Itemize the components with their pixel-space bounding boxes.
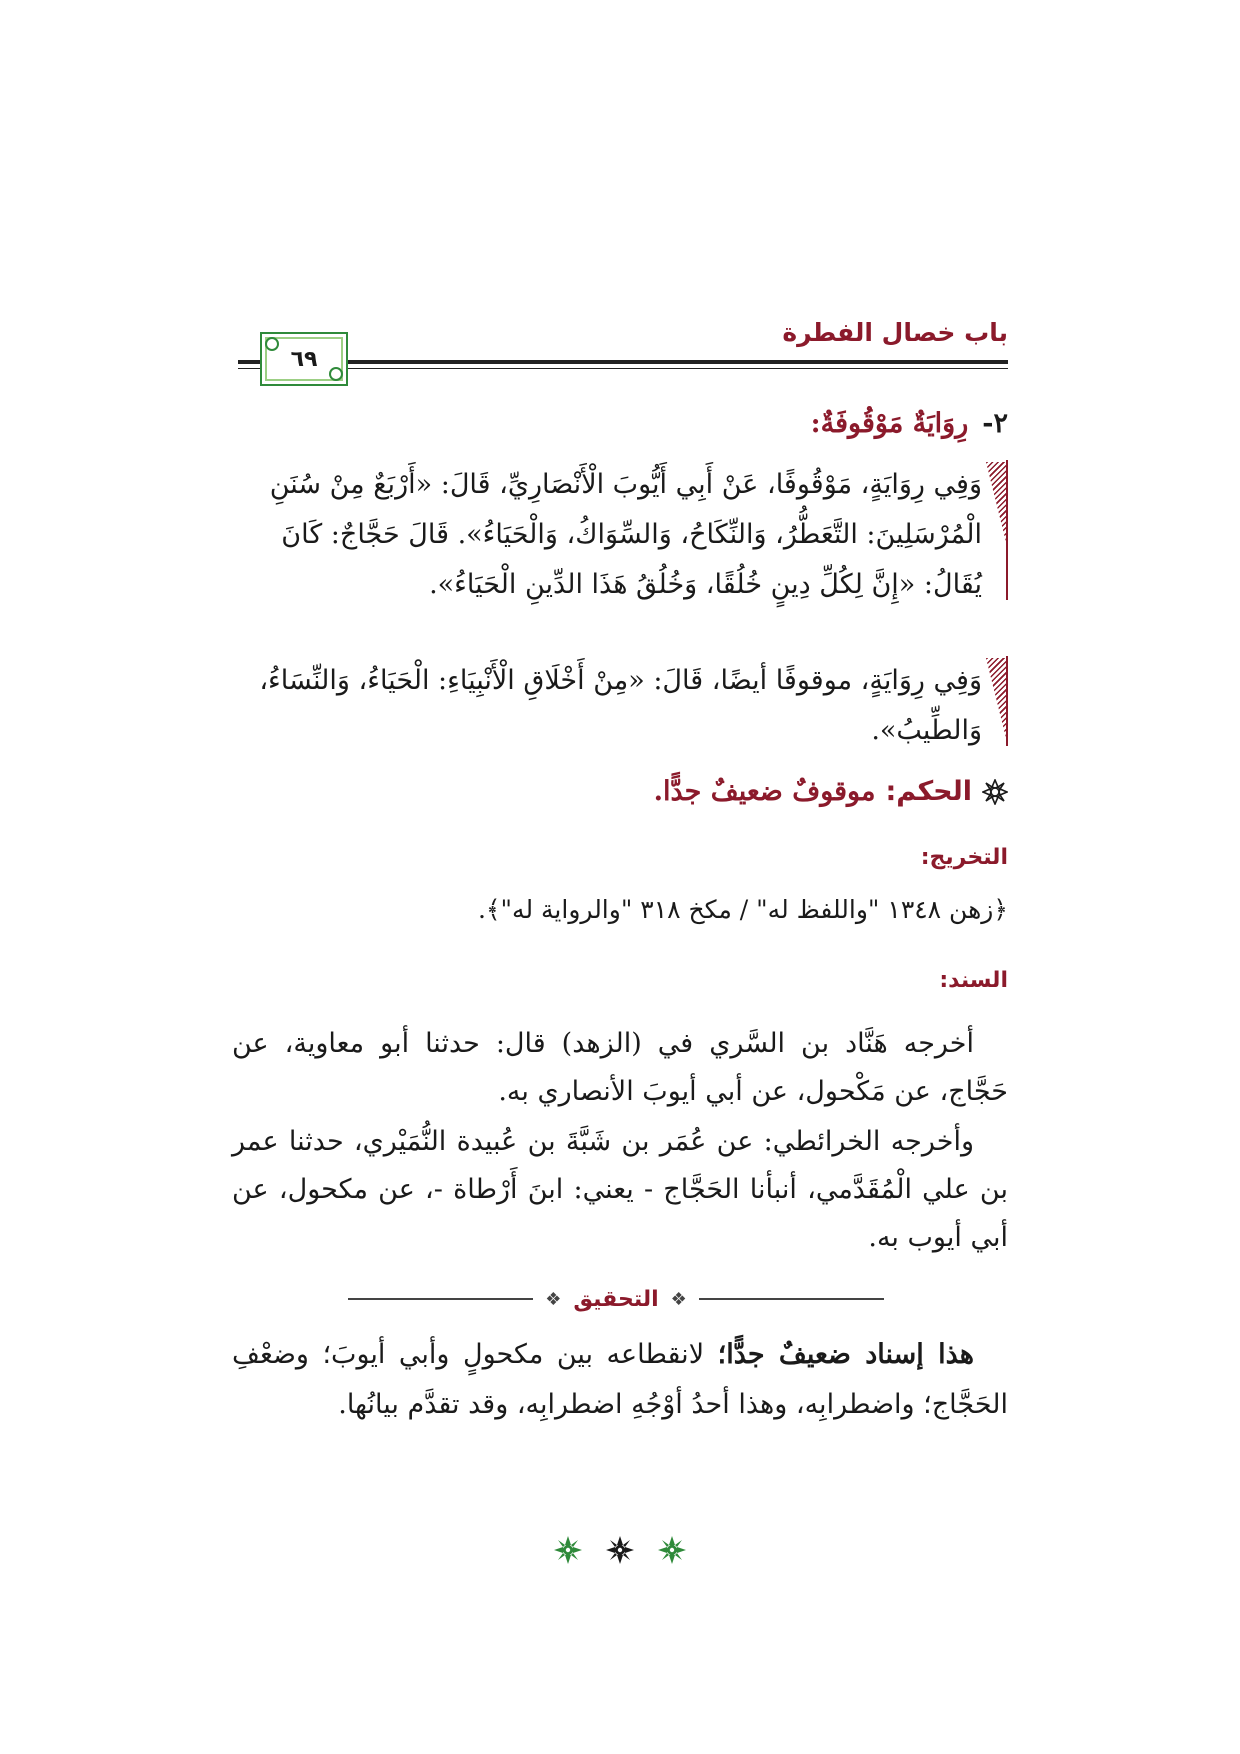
page-number: ٦٩	[290, 346, 318, 372]
narration-corner-ornament	[986, 462, 1008, 550]
tahqiq-bold-lead: هذا إسناد ضعيفٌ جدًّا؛	[717, 1339, 974, 1370]
tahqiq-heading: التحقيق	[573, 1286, 659, 1312]
divider-line	[699, 1298, 884, 1300]
sanad-heading: السند:	[939, 968, 1008, 993]
divider-line	[348, 1298, 533, 1300]
page-header	[238, 318, 1008, 388]
sanad-paragraph-1: أخرجه هَنَّاد بن السَّري في (الزهد) قال: حدثنا أبو معاوية، عن حَجَّاج، عن مَكْحول، عن أبي أيوبَ الأنصاري به.	[232, 1028, 1008, 1107]
ruling-label: الحكم:	[885, 776, 972, 807]
end-ornament-icon	[605, 1535, 635, 1565]
tahqiq-paragraph	[232, 1330, 1008, 1430]
ruling-text: موقوفٌ ضعيفٌ جدًّا.	[653, 776, 876, 807]
chapter-title: باب خصال الفطرة	[782, 318, 1008, 347]
divider-ornament-icon: ❖	[670, 1288, 687, 1310]
flower-icon	[982, 779, 1008, 805]
narration-block-2	[232, 656, 1008, 756]
ruling-line	[654, 776, 1008, 807]
sanad-paragraph-2: وأخرجه الخرائطي: عن عُمَر بن شَبَّةَ بن عُبيدة النُّمَيْري، حدثنا عمر بن علي الْمُقَدَّمي، أنبأنا الحَجَّاج - يعني: ابنَ أَرْطاة -، عن مكحول، عن أبي أيوب به.	[232, 1126, 1008, 1253]
header-rule-thick	[238, 360, 1008, 364]
tahqiq-divider	[348, 1283, 884, 1315]
takhrij-heading: التخريج:	[920, 845, 1008, 870]
end-ornaments	[0, 1535, 1240, 1565]
header-rule-thin	[238, 368, 1008, 369]
end-ornament-icon	[657, 1535, 687, 1565]
narration-text-1: وَفِي رِوَايَةٍ، مَوْقُوفًا، عَنْ أَبِي أَيُّوبَ الْأَنْصَارِيِّ، قَالَ: «أَرْبَعٌ مِنْ سُنَنِ الْمُرْسَلِينَ: التَّعَطُّرُ، وَالنِّكَاحُ، وَالسِّوَاكُ، وَالْحَيَاءُ». قَالَ حَجَّاجٌ: كَانَ يُقَالُ: «إِنَّ لِكُلِّ دِينٍ خُلُقًا، وَخُلُقُ هَذَا الدِّينِ الْحَيَاءُ».	[269, 469, 982, 600]
section-number: ٢-	[982, 408, 1008, 439]
tahqiq-text: لانقطاعه بين مكحولٍ وأبي أيوبَ؛ وضعْفِ الحَجَّاج؛ واضطرابِه، وهذا أحدُ أوْجُهِ اضطرابِه، وقد تقدَّم بيانُها.	[232, 1339, 1008, 1420]
narration-corner-ornament	[986, 658, 1008, 746]
page-number-badge	[260, 332, 348, 386]
narration-text-2: وَفِي رِوَايَةٍ، موقوفًا أيضًا، قَالَ: «مِنْ أَخْلَاقِ الْأَنْبِيَاءِ: الْحَيَاءُ، وَالنِّسَاءُ، وَالطِّيبُ».	[259, 665, 982, 746]
divider-ornament-icon: ❖	[545, 1288, 562, 1310]
takhrij-text: ﴿زهن ١٣٤٨ "واللفظ له" / مكخ ٣١٨ "والرواية له"﴾.	[477, 895, 1008, 924]
section-title-text: رِوَايَةٌ مَوْقُوفَةٌ:	[810, 408, 969, 439]
end-ornament-icon	[553, 1535, 583, 1565]
section-title	[811, 408, 1008, 439]
narration-block-1	[232, 460, 1008, 610]
